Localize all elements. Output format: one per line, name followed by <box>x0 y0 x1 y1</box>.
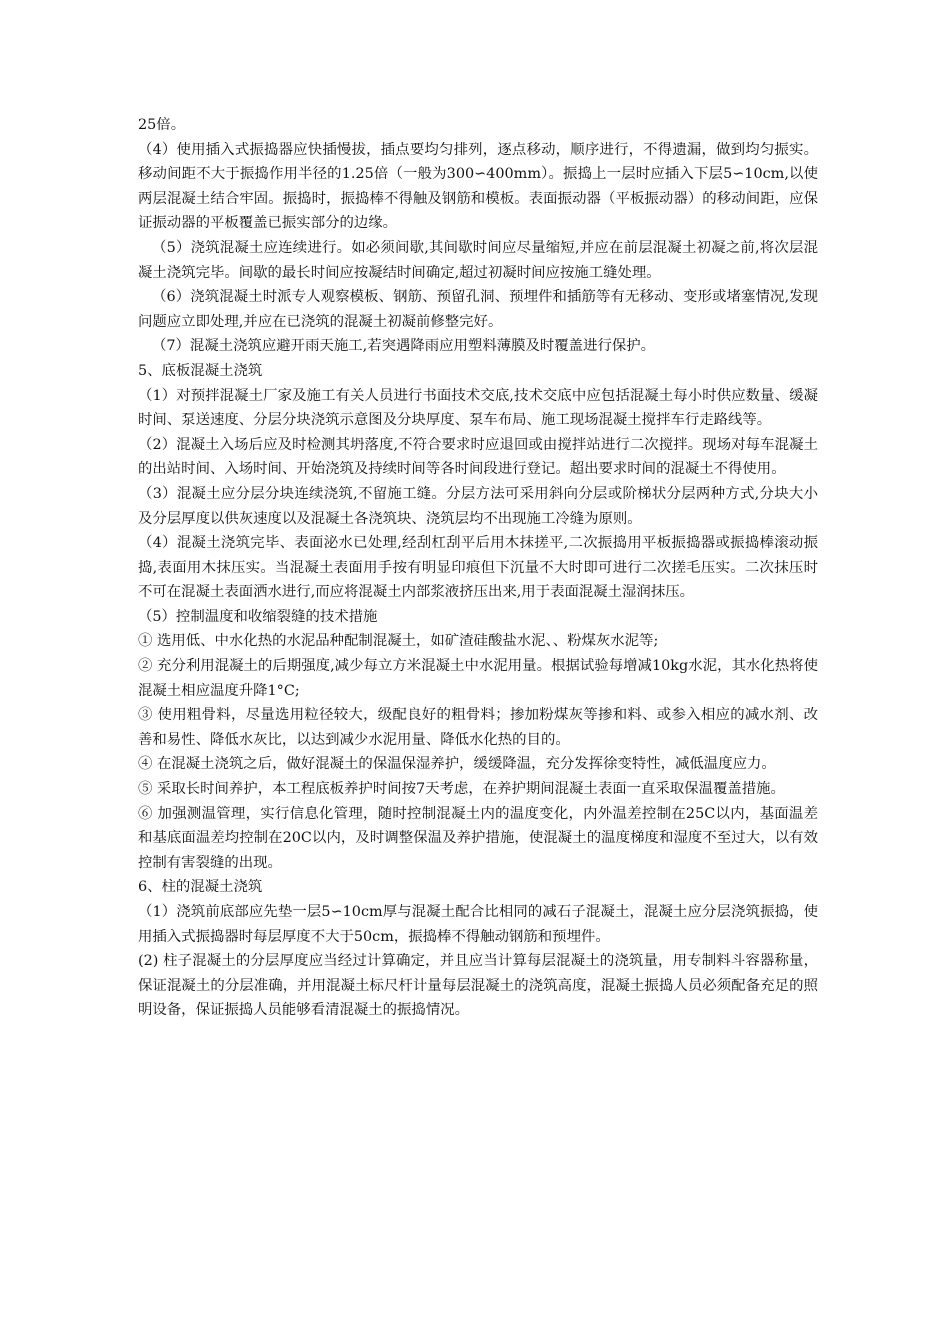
paragraph-floor-item-5-title: （5）控制温度和收缩裂缝的技术措施 <box>138 608 378 625</box>
document-page <box>138 113 818 1023</box>
paragraph-floor-item-2: （2）混凝土入场后应及时检测其坍落度,不符合要求时应退回或由搅拌站进行二次搅拌。现场对每车混凝土的出站时间、入场时间、开始浇筑及持续时间等各时间段进行登记。超出要求时间的混凝土不得使用。 <box>138 436 818 478</box>
list-item-measure-4: ④ 在混凝土浇筑之后，做好混凝土的保温保湿养护，缓缓降温，充分发挥徐变特性，减低温度应力。 <box>138 756 776 773</box>
paragraph-item-5-continuous-pour: （5）浇筑混凝土应连续进行。如必须间歇,其间歇时间应尽量缩短,并应在前层混凝土初凝之前,将次层混凝土浇筑完毕。间歇的最长时间应按凝结时间确定,超过初凝时间应按施工缝处理。 <box>138 239 818 281</box>
paragraph-column-item-2: (2) 柱子混凝土的分层厚度应当经过计算确定，并且应当计算每层混凝土的浇筑量，用专制料斗容器称量，保证混凝土的分层准确，并用混凝土标尺杆计量每层混凝土的浇筑高度，混凝土振捣人员必须配备充足的照明设备，保证振捣人员能够看清混凝土的振捣情况。 <box>138 953 818 1019</box>
paragraph-floor-item-1: （1）对预拌混凝土厂家及施工有关人员进行书面技术交底,技术交底中应包括混凝土每小时供应数量、缓凝时间、泵送速度、分层分块浇筑示意图及分块厚度、泵车布局、施工现场混凝土搅拌车行走路线等。 <box>138 387 818 429</box>
list-item-measure-6: ⑥ 加强测温管理，实行信息化管理，随时控制混凝土内的温度变化，内外温差控制在25C以内，基面温差和基底面温差均控制在20C以内，及时调整保温及养护措施，使混凝土的温度梯度和湿度不至过大，以有效控制有害裂缝的出现。 <box>138 805 818 871</box>
list-item-measure-1: ① 选用低、中水化热的水泥品种配制混凝土，如矿渣硅酸盐水泥、、粉煤灰水泥等; <box>138 633 659 650</box>
section-heading-floor-slab: 5、底板混凝土浇筑 <box>138 362 263 379</box>
paragraph-floor-item-3: （3）混凝土应分层分块连续浇筑,不留施工缝。分层方法可采用斜向分层或阶梯状分层两种方式,分块大小及分层厚度以供灰速度以及混凝土各浇筑块、浇筑层均不出现施工冷缝为原则。 <box>138 485 818 527</box>
paragraph-column-item-1: （1）浇筑前底部应先垫一层5∽10cm厚与混凝土配合比相同的减石子混凝土，混凝土应分层浇筑振捣，使用插入式振捣器时每层厚度不大于50cm，振捣棒不得触动钢筋和预埋件。 <box>138 904 818 945</box>
paragraph-item-4-vibrator: （4）使用插入式振捣器应快插慢拔，插点要均匀排列，逐点移动，顺序进行，不得遗漏，做到均匀振实。移动间距不大于振捣作用半径的1.25倍（一般为300∽400mm）。振捣上一层时应插入下层5∽10cm,以使两层混凝土结合牢固。振捣时，振捣棒不得触及钢筋和模板。表面振动器（平板振动器）的移动间距，应保证振动器的平板覆盖已振实部分的边缘。 <box>138 141 818 232</box>
paragraph-item-7-rain: （7）混凝土浇筑应避开雨天施工,若突遇降雨应用塑料薄膜及时覆盖进行保护。 <box>152 338 656 355</box>
paragraph-floor-item-4: （4）混凝土浇筑完毕、表面泌水已处理,经刮杠刮平后用木抹搓平,二次振捣用平板振捣器或振捣棒滚动振捣,表面用木抹压实。当混凝土表面用手按有明显印痕但下沉量不大时即可进行二次搓毛压实。二次抹压时不可在混凝土表面洒水进行,而应将混凝土内部浆液挤压出来,用于表面混凝土湿润抹压。 <box>138 535 818 601</box>
paragraph-continuation: 25倍。 <box>138 117 186 133</box>
list-item-measure-5: ⑤ 采取长时间养护，本工程底板养护时间按7天考虑，在养护期间混凝土表面一直采取保温覆盖措施。 <box>138 781 785 798</box>
list-item-measure-2: ② 充分利用混凝土的后期强度,减少每立方米混凝土中水泥用量。根据试验每增减10kg水泥，其水化热将使混凝土相应温度升降1°C; <box>138 658 818 699</box>
section-heading-column: 6、柱的混凝土浇筑 <box>138 879 263 896</box>
list-item-measure-3: ③ 使用粗骨料，尽量选用粒径较大，级配良好的粗骨料；掺加粉煤灰等掺和料、或参入相应的减水剂、改善和易性、降低水灰比，以达到减少水泥用量、降低水化热的目的。 <box>138 707 818 748</box>
paragraph-item-6-observation: （6）浇筑混凝土时派专人观察模板、钢筋、预留孔洞、预埋件和插筋等有无移动、变形或堵塞情况,发现问题应立即处理,并应在已浇筑的混凝土初凝前修整完好。 <box>138 289 818 330</box>
